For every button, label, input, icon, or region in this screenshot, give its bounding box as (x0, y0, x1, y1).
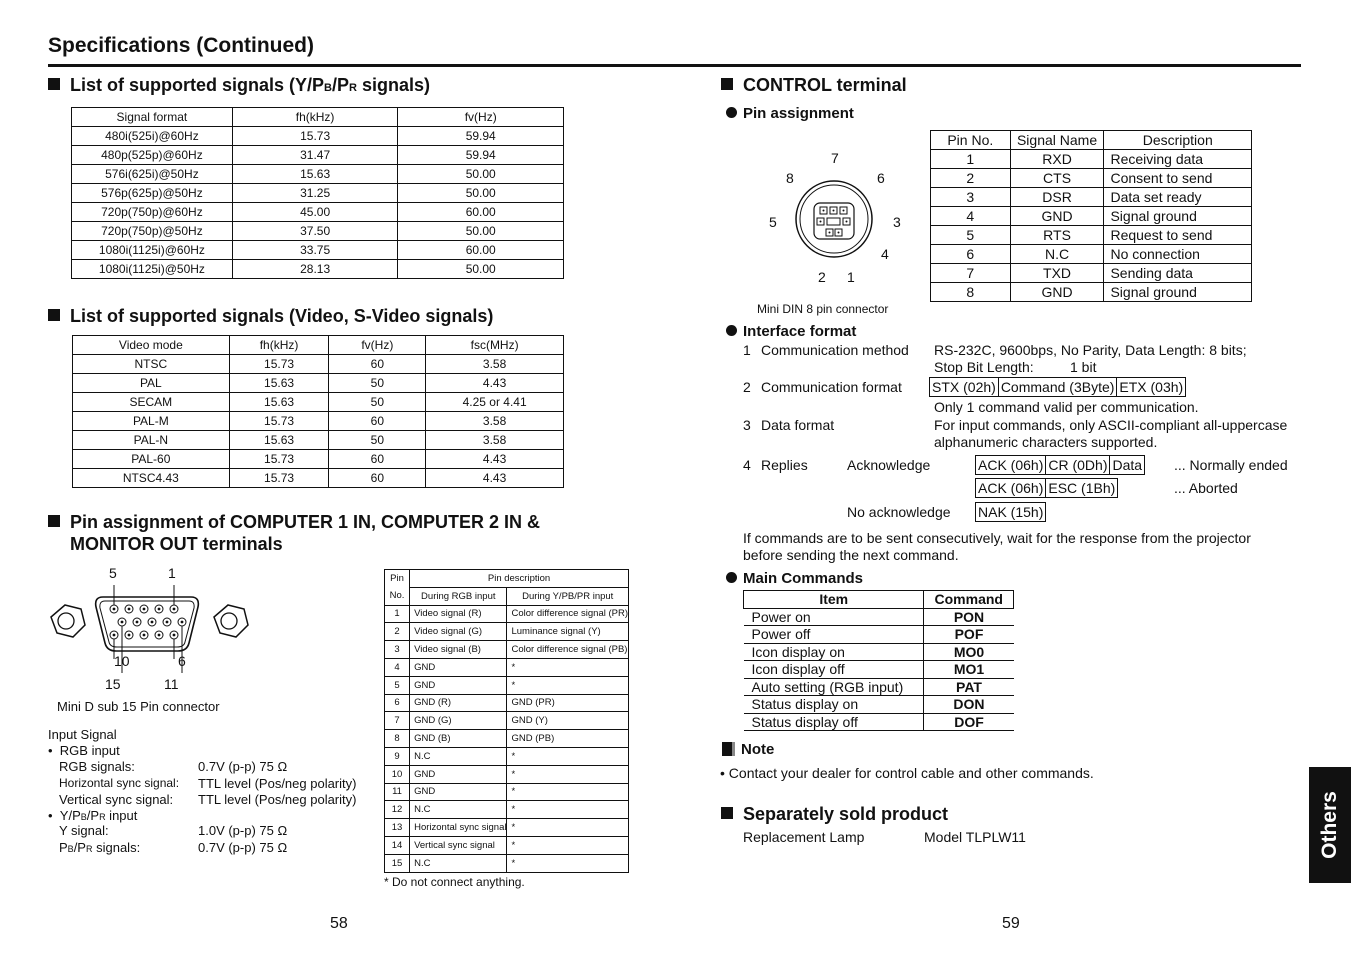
stx-box: STX (02h) (929, 377, 999, 397)
table-cell: Power on (744, 608, 924, 626)
table-cell: Icon display off (744, 661, 924, 679)
hex-nut-left-icon (51, 605, 85, 637)
stop-bit-value: 1 bit (1070, 359, 1097, 375)
table-header-row (73, 336, 564, 355)
table-row (931, 150, 1252, 169)
ack-boxes (975, 455, 1144, 475)
table-cell: N.C (410, 801, 507, 819)
table-cell: 15.63 (229, 374, 329, 393)
table-cell: Video signal (R) (410, 605, 507, 623)
ypbpr-signal-table (71, 107, 564, 279)
table-cell: 15.63 (232, 165, 398, 184)
table-row (72, 203, 564, 222)
table-cell: 15.73 (229, 355, 329, 374)
table-cell: * (507, 836, 629, 854)
table-cell: Color difference signal (PR) (507, 605, 629, 623)
table-row (385, 783, 629, 801)
table-cell: PAL-M (73, 412, 230, 431)
column-header: Command (924, 591, 1014, 609)
interface-format-subheading: Interface format (726, 323, 856, 340)
table-row (385, 747, 629, 765)
table-cell: 4.43 (426, 469, 564, 488)
y-signal-label: Y signal: (59, 823, 109, 838)
if3-number: 3 (743, 417, 751, 433)
table-cell: PAT (924, 678, 1014, 696)
table-row (73, 431, 564, 450)
dsub-pin-label-10: 10 (114, 653, 130, 669)
table-cell: Horizontal sync signal (410, 819, 507, 837)
table-cell: 10 (385, 765, 410, 783)
if4-label: Replies (761, 457, 808, 473)
table-cell: RXD (1010, 150, 1104, 169)
table-cell: CTS (1010, 169, 1104, 188)
table-cell: 720p(750p)@60Hz (72, 203, 233, 222)
pin-assignment-subheading: Pin assignment (726, 105, 854, 122)
square-bullet-icon (48, 515, 60, 527)
table-cell: Auto setting (RGB input) (744, 678, 924, 696)
column-header: Video mode (73, 336, 230, 355)
table-cell: 4.43 (426, 374, 564, 393)
table-cell: 7 (931, 264, 1011, 283)
table-row (744, 678, 1014, 696)
column-header: fh(kHz) (229, 336, 329, 355)
table-cell: 8 (931, 283, 1011, 302)
pin-table-footnote: * Do not connect anything. (384, 875, 525, 889)
table-cell: 50 (329, 393, 426, 412)
if2-note: Only 1 command valid per communication. (934, 399, 1199, 415)
table-header-row (931, 131, 1252, 150)
etx-box: ETX (03h) (1116, 377, 1186, 397)
if1-label: Communication method (761, 342, 909, 358)
ypbpr-heading: List of supported signals (Y/PB/PR signals) (48, 75, 430, 96)
table-cell: 50.00 (398, 184, 564, 203)
table-cell: GND (410, 658, 507, 676)
rgb-input-label: • RGB input (48, 743, 120, 758)
table-cell: * (507, 676, 629, 694)
table-cell: MO0 (924, 643, 1014, 661)
dsub-pin-label-15: 15 (105, 676, 121, 692)
table-cell: 15.63 (229, 431, 329, 450)
table-cell: Sending data (1104, 264, 1252, 283)
table-cell: * (507, 819, 629, 837)
if3-value-2: alphanumeric characters supported. (934, 434, 1158, 450)
control-terminal-heading: CONTROL terminal (721, 75, 907, 96)
table-cell: 50 (329, 374, 426, 393)
column-header: fv(Hz) (398, 108, 564, 127)
table-cell: 2 (931, 169, 1011, 188)
table-cell: Consent to send (1104, 169, 1252, 188)
stop-bit-label: Stop Bit Length: (934, 359, 1034, 375)
table-cell: 4.43 (426, 450, 564, 469)
table-cell: 15 (385, 854, 410, 872)
din-pin-label-3: 3 (893, 214, 901, 230)
square-bullet-icon (721, 78, 733, 90)
table-cell: DON (924, 696, 1014, 714)
table-cell: 4 (385, 658, 410, 676)
dsub-pin-label-11: 11 (164, 676, 179, 692)
ypbpr-input-label: • Y/PB/PR input (48, 808, 138, 823)
table-row (385, 765, 629, 783)
table-row (72, 241, 564, 260)
table-row (931, 207, 1252, 226)
table-row (931, 188, 1252, 207)
table-cell: SECAM (73, 393, 230, 412)
table-row (744, 643, 1014, 661)
square-bullet-icon (721, 807, 733, 819)
table-row (385, 605, 629, 623)
rgb-signals-value: 0.7V (p-p) 75 Ω (198, 759, 288, 774)
esc-box: ESC (1Bh) (1045, 478, 1118, 498)
consecutive-note-2: before sending the next command. (743, 547, 959, 563)
table-cell: GND (B) (410, 730, 507, 748)
table-cell: 50.00 (398, 165, 564, 184)
table-row (385, 694, 629, 712)
table-row (385, 854, 629, 872)
table-cell: N.C (410, 747, 507, 765)
din-pin-label-7: 7 (831, 150, 839, 166)
table-cell: 14 (385, 836, 410, 854)
table-row (931, 245, 1252, 264)
table-cell: 3 (385, 641, 410, 659)
table-row (73, 412, 564, 431)
table-cell: 50.00 (398, 222, 564, 241)
cr-box: CR (0Dh) (1045, 455, 1110, 475)
table-cell: Data set ready (1104, 188, 1252, 207)
square-bullet-icon (48, 78, 60, 90)
table-row (744, 608, 1014, 626)
table-cell: DSR (1010, 188, 1104, 207)
table-cell: 15.73 (229, 469, 329, 488)
column-header: Description (1104, 131, 1252, 150)
table-cell: 15.73 (232, 127, 398, 146)
table-row (931, 283, 1252, 302)
table-cell: 60 (329, 450, 426, 469)
table-row (72, 260, 564, 279)
table-cell: GND (410, 783, 507, 801)
vsync-value: TTL level (Pos/neg polarity) (198, 792, 357, 807)
table-row (385, 676, 629, 694)
control-pin-table (930, 130, 1252, 302)
table-cell: * (507, 747, 629, 765)
table-row (72, 184, 564, 203)
if1-value: RS-232C, 9600bps, No Parity, Data Length: 8 bits; (934, 342, 1247, 358)
table-cell: 60 (329, 469, 426, 488)
table-row (931, 264, 1252, 283)
table-cell: 480i(525i)@60Hz (72, 127, 233, 146)
hex-nut-right-icon (214, 605, 248, 637)
table-cell: 50.00 (398, 260, 564, 279)
video-signal-table (72, 335, 564, 488)
ack-box-abort: ACK (06h) (975, 478, 1046, 498)
table-cell: Power off (744, 626, 924, 644)
pin-description-header: Pin description (410, 570, 629, 588)
table-cell: Signal ground (1104, 207, 1252, 226)
vga-pin-table (384, 569, 629, 873)
table-row (931, 226, 1252, 245)
table-cell: PAL-N (73, 431, 230, 450)
round-bullet-icon (726, 572, 737, 583)
table-row (72, 146, 564, 165)
table-cell: PAL (73, 374, 230, 393)
mini-din8-connector-diagram (790, 175, 880, 265)
data-box: Data (1109, 455, 1145, 475)
table-cell: 576p(625p)@50Hz (72, 184, 233, 203)
table-row (385, 836, 629, 854)
table-row (73, 469, 564, 488)
main-commands-table (743, 590, 1014, 731)
table-cell: 60 (329, 412, 426, 431)
table-cell: Receiving data (1104, 150, 1252, 169)
nack-label: No acknowledge (847, 504, 951, 520)
table-cell: Color difference signal (PB) (507, 641, 629, 659)
dsub-pin-label-6: 6 (178, 653, 186, 669)
table-row (72, 127, 564, 146)
round-bullet-icon (726, 325, 737, 336)
table-row (72, 222, 564, 241)
table-row (385, 819, 629, 837)
table-cell: 480p(525p)@60Hz (72, 146, 233, 165)
title-rule (48, 64, 1301, 67)
table-cell: * (507, 765, 629, 783)
table-cell: 5 (931, 226, 1011, 245)
note-icon (722, 742, 735, 756)
if1-number: 1 (743, 342, 751, 358)
table-cell: 60.00 (398, 241, 564, 260)
nack-boxes (975, 502, 1045, 522)
table-cell: 15.63 (229, 393, 329, 412)
table-row (385, 712, 629, 730)
table-cell: 720p(750p)@50Hz (72, 222, 233, 241)
din-pin-label-5: 5 (769, 214, 777, 230)
table-cell: 576i(625i)@50Hz (72, 165, 233, 184)
ack-label: Acknowledge (847, 457, 931, 473)
others-side-tab: Others (1309, 767, 1351, 883)
din-pin-label-6: 6 (877, 170, 885, 186)
rgb-signals-label: RGB signals: (59, 759, 135, 774)
rgb-input-header: During RGB input (410, 587, 507, 605)
table-cell: TXD (1010, 264, 1104, 283)
table-row (385, 730, 629, 748)
abort-boxes (975, 478, 1117, 498)
din-pin-label-1: 1 (847, 269, 855, 285)
table-row (931, 169, 1252, 188)
pbpr-signal-label: PB/PR signals: (59, 840, 141, 855)
table-cell: 12 (385, 801, 410, 819)
table-cell: 4 (931, 207, 1011, 226)
table-cell: Vertical sync signal (410, 836, 507, 854)
table-cell: N.C (410, 854, 507, 872)
if4-number: 4 (743, 457, 751, 473)
note-text: • Contact your dealer for control cable and other commands. (720, 765, 1094, 781)
pbpr-signal-value: 0.7V (p-p) 75 Ω (198, 840, 288, 855)
square-bullet-icon (48, 309, 60, 321)
table-cell: 2 (385, 623, 410, 641)
din-pin-label-2: 2 (818, 269, 826, 285)
table-row (385, 641, 629, 659)
table-cell: POF (924, 626, 1014, 644)
column-header: Signal Name (1010, 131, 1104, 150)
dsub-caption: Mini D sub 15 Pin connector (57, 699, 220, 714)
ypbpr-input-header: During Y/PB/PR input (507, 587, 629, 605)
if2-label: Communication format (761, 379, 902, 395)
table-cell: PAL-60 (73, 450, 230, 469)
page-number-right: 59 (1002, 915, 1020, 932)
table-cell: Video signal (G) (410, 623, 507, 641)
command-box: Command (3Byte) (998, 377, 1118, 397)
table-row (73, 374, 564, 393)
input-signal-title: Input Signal (48, 727, 117, 742)
table-cell: Request to send (1104, 226, 1252, 245)
table-cell: 31.47 (232, 146, 398, 165)
table-cell: NTSC4.43 (73, 469, 230, 488)
column-header: Pin No. (931, 131, 1011, 150)
pin-header: Pin (385, 570, 410, 588)
din-pin-label-8: 8 (786, 170, 794, 186)
table-cell: GND (410, 676, 507, 694)
round-bullet-icon (726, 107, 737, 118)
table-cell: 3.58 (426, 355, 564, 374)
table-cell: RTS (1010, 226, 1104, 245)
table-cell: GND (Y) (507, 712, 629, 730)
table-cell: 1080i(1125i)@60Hz (72, 241, 233, 260)
table-cell: 1080i(1125i)@50Hz (72, 260, 233, 279)
table-cell: Status display on (744, 696, 924, 714)
abort-result: ... Aborted (1174, 480, 1238, 496)
table-cell: DOF (924, 713, 1014, 731)
table-cell: Video signal (B) (410, 641, 507, 659)
table-cell: 3 (931, 188, 1011, 207)
table-row (73, 393, 564, 412)
column-header: Signal format (72, 108, 233, 127)
if3-value-1: For input commands, only ASCII-compliant all-uppercase (934, 417, 1288, 433)
separately-sold-heading: Separately sold product (721, 804, 948, 825)
table-cell: 1 (385, 605, 410, 623)
y-signal-value: 1.0V (p-p) 75 Ω (198, 823, 288, 838)
table-row (385, 801, 629, 819)
table-cell: 33.75 (232, 241, 398, 260)
page-title: Specifications (Continued) (48, 34, 315, 57)
table-cell: 45.00 (232, 203, 398, 222)
table-cell: GND (1010, 283, 1104, 302)
table-cell: GND (410, 765, 507, 783)
dsub15-connector-diagram (45, 563, 255, 693)
table-cell: 3.58 (426, 412, 564, 431)
table-cell: 11 (385, 783, 410, 801)
table-cell: 4.25 or 4.41 (426, 393, 564, 412)
table-row (744, 661, 1014, 679)
table-cell: 31.25 (232, 184, 398, 203)
table-cell: * (507, 801, 629, 819)
table-cell: GND (G) (410, 712, 507, 730)
replacement-lamp-model: Model TLPLW11 (924, 829, 1026, 845)
pin-no-header: No. (385, 587, 410, 605)
ack-result: ... Normally ended (1174, 457, 1288, 473)
table-row (744, 713, 1014, 731)
table-header-row (744, 591, 1014, 609)
consecutive-note-1: If commands are to be sent consecutively, wait for the response from the projector (743, 530, 1251, 546)
table-cell: 3.58 (426, 431, 564, 450)
table-cell: GND (PR) (507, 694, 629, 712)
comm-format-boxes (929, 377, 1185, 397)
table-row (744, 626, 1014, 644)
column-header: fv(Hz) (329, 336, 426, 355)
table-cell: GND (R) (410, 694, 507, 712)
din-caption: Mini DIN 8 pin connector (757, 302, 889, 316)
main-commands-subheading: Main Commands (726, 570, 863, 587)
table-cell: Status display off (744, 713, 924, 731)
page-number-left: 58 (330, 915, 348, 932)
if2-number: 2 (743, 379, 751, 395)
pin-assignment-heading: Pin assignment of COMPUTER 1 IN, COMPUTER 2 IN & MONITOR OUT terminals (48, 511, 540, 555)
table-cell: 6 (385, 694, 410, 712)
din-pin-label-4: 4 (881, 246, 889, 262)
table-cell: 28.13 (232, 260, 398, 279)
table-row (385, 623, 629, 641)
column-header: Item (744, 591, 924, 609)
column-header: fsc(MHz) (426, 336, 564, 355)
table-cell: 37.50 (232, 222, 398, 241)
note-heading: Note (722, 741, 774, 758)
table-cell: 15.73 (229, 450, 329, 469)
table-cell: Luminance signal (Y) (507, 623, 629, 641)
table-cell: * (507, 658, 629, 676)
table-cell: 8 (385, 730, 410, 748)
table-cell: 7 (385, 712, 410, 730)
table-cell: GND (PB) (507, 730, 629, 748)
table-cell: No connection (1104, 245, 1252, 264)
ack-box: ACK (06h) (975, 455, 1046, 475)
table-cell: PON (924, 608, 1014, 626)
table-cell: 50 (329, 431, 426, 450)
table-cell: N.C (1010, 245, 1104, 264)
column-header: fh(kHz) (232, 108, 398, 127)
table-cell: Signal ground (1104, 283, 1252, 302)
table-row (385, 658, 629, 676)
if3-label: Data format (761, 417, 835, 433)
vsync-label: Vertical sync signal: (59, 792, 174, 807)
table-cell: 15.73 (229, 412, 329, 431)
table-cell: * (507, 783, 629, 801)
table-cell: 5 (385, 676, 410, 694)
table-cell: 1 (931, 150, 1011, 169)
table-cell: 59.94 (398, 127, 564, 146)
dsub-pin-label-5: 5 (109, 565, 117, 581)
table-cell: 60 (329, 355, 426, 374)
video-heading: List of supported signals (Video, S-Video signals) (48, 306, 493, 327)
table-cell: MO1 (924, 661, 1014, 679)
dsub-pin-label-1: 1 (168, 565, 176, 581)
table-cell: NTSC (73, 355, 230, 374)
table-row (72, 165, 564, 184)
hsync-value: TTL level (Pos/neg polarity) (198, 776, 357, 791)
table-header-row (72, 108, 564, 127)
table-row (73, 450, 564, 469)
replacement-lamp-label: Replacement Lamp (743, 829, 865, 845)
table-cell: 13 (385, 819, 410, 837)
table-cell: Icon display on (744, 643, 924, 661)
hsync-label: Horizontal sync signal: (59, 776, 180, 790)
table-row (744, 696, 1014, 714)
table-cell: 6 (931, 245, 1011, 264)
table-row (73, 355, 564, 374)
table-cell: GND (1010, 207, 1104, 226)
nak-box: NAK (15h) (975, 502, 1046, 522)
table-cell: 60.00 (398, 203, 564, 222)
table-cell: 59.94 (398, 146, 564, 165)
table-cell: * (507, 854, 629, 872)
table-cell: 9 (385, 747, 410, 765)
